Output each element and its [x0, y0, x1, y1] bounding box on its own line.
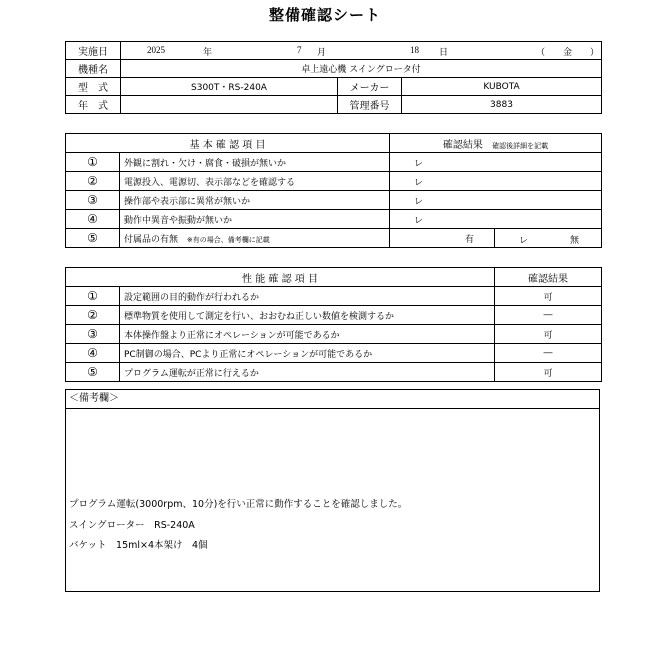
basic-row-check: レ — [414, 196, 424, 207]
performance-check-table — [65, 267, 602, 382]
perf-row-num: ④ — [66, 344, 120, 363]
basic-header-result — [390, 134, 602, 153]
page-title: 整備確認シート — [268, 6, 381, 24]
basic-header-result-note: 確認後詳細を記載 — [492, 141, 549, 150]
perf-row-result: 可 — [495, 287, 602, 306]
day-value: 18 — [410, 45, 419, 55]
perf-header-item: 性 能 確 認 項 目 — [66, 268, 495, 287]
perf-row-result: ― — [495, 344, 602, 363]
basic-header-row — [66, 134, 602, 153]
basic-row-num: ① — [66, 153, 120, 172]
accessories-yes-cell — [390, 229, 495, 248]
year-cell-value — [121, 96, 338, 114]
basic-row-check: レ — [414, 215, 424, 226]
basic-row-num: ② — [66, 172, 120, 191]
perf-row-num: ⑤ — [66, 363, 120, 382]
accessories-no-cell — [495, 229, 602, 248]
basic-row-text: 操作部や表示部に異常が無いか — [120, 191, 390, 210]
maker-value: KUBOTA — [402, 78, 602, 96]
perf-row — [66, 344, 602, 363]
basic-row — [66, 153, 602, 172]
basic-header-result-label: 確認結果 — [442, 139, 483, 151]
year-value: 2025 — [147, 45, 165, 55]
accessories-yes: 有 — [464, 234, 474, 245]
perf-header-row — [66, 268, 602, 287]
perf-row-text: 標準物質を使用して測定を行い、おおむね正しい数値を検測するか — [120, 306, 495, 325]
month-value: 7 — [297, 45, 302, 55]
perf-row — [66, 287, 602, 306]
perf-row-result: ― — [495, 306, 602, 325]
remarks-header: ＜備考欄＞ — [66, 390, 599, 409]
basic-row-text — [120, 229, 390, 248]
basic-row-text: 電源投入、電源切、表示部などを確認する — [120, 172, 390, 191]
day-unit: 日 — [439, 47, 449, 57]
date-row — [66, 42, 602, 60]
date-value — [121, 42, 602, 60]
perf-row — [66, 306, 602, 325]
basic-row — [66, 172, 602, 191]
perf-row — [66, 325, 602, 344]
basic-row-num: ③ — [66, 191, 120, 210]
perf-row-num: ② — [66, 306, 120, 325]
basic-row-result — [390, 172, 602, 191]
basic-header-item: 基 本 確 認 項 目 — [66, 134, 390, 153]
weekday: （ 金 ） — [536, 47, 600, 57]
perf-header-result: 確認結果 — [495, 268, 602, 287]
basic-row-check: レ — [414, 158, 424, 169]
perf-row — [66, 363, 602, 382]
year-label: 年 式 — [66, 96, 121, 114]
basic-row-num: ④ — [66, 210, 120, 229]
basic-row-num: ⑤ — [66, 229, 120, 248]
remarks-line: バケット 15ml×4本架け 4個 — [69, 540, 208, 551]
year-row — [66, 96, 602, 114]
basic-row-result — [390, 210, 602, 229]
perf-row-num: ① — [66, 287, 120, 306]
perf-row-text: プログラム運転が正常に行えるか — [120, 363, 495, 382]
equipment-info-table — [65, 41, 602, 114]
name-label: 機種名 — [66, 60, 121, 78]
name-value: 卓上遠心機 スイングロータ付 — [121, 60, 602, 78]
remarks-box — [65, 389, 600, 592]
model-value: S300T・RS-240A — [121, 78, 338, 96]
perf-row-text: 設定範囲の目的動作が行われるか — [120, 287, 495, 306]
accessories-note: ※有の場合、備考欄に記載 — [186, 235, 270, 244]
perf-row-text: PC制御の場合、PCより正常にオペレーションが可能であるか — [120, 344, 495, 363]
basic-row — [66, 210, 602, 229]
basic-row-text: 外観に割れ・欠け・腐食・破損が無いか — [120, 153, 390, 172]
basic-row-result — [390, 153, 602, 172]
perf-row-result: 可 — [495, 363, 602, 382]
maker-label: メーカー — [338, 78, 402, 96]
accessories-check: レ — [519, 236, 529, 246]
year-unit: 年 — [203, 47, 213, 57]
accessories-no: 無 — [570, 236, 580, 246]
basic-row-text: 動作中異音や振動が無いか — [120, 210, 390, 229]
date-label: 実施日 — [66, 42, 121, 60]
remarks-line: スイングローター RS-240A — [69, 519, 195, 531]
perf-row-num: ③ — [66, 325, 120, 344]
mgmt-value: 3883 — [402, 96, 602, 114]
basic-row-check: レ — [414, 177, 424, 188]
accessories-label: 付属品の有無 — [124, 234, 179, 245]
basic-row — [66, 191, 602, 210]
mgmt-label: 管理番号 — [338, 96, 402, 114]
name-row — [66, 60, 602, 78]
basic-row-result — [390, 191, 602, 210]
perf-row-text: 本体操作盤より正常にオペレーションが可能であるか — [120, 325, 495, 344]
basic-check-table — [65, 133, 602, 248]
model-label: 型 式 — [66, 78, 121, 96]
month-unit: 月 — [317, 47, 327, 57]
perf-row-result: 可 — [495, 325, 602, 344]
model-row — [66, 78, 602, 96]
basic-row-accessories — [66, 229, 602, 248]
remarks-body — [69, 495, 407, 557]
remarks-line: プログラム運転(3000rpm、10分)を行い正常に動作することを確認しました。 — [69, 499, 408, 510]
